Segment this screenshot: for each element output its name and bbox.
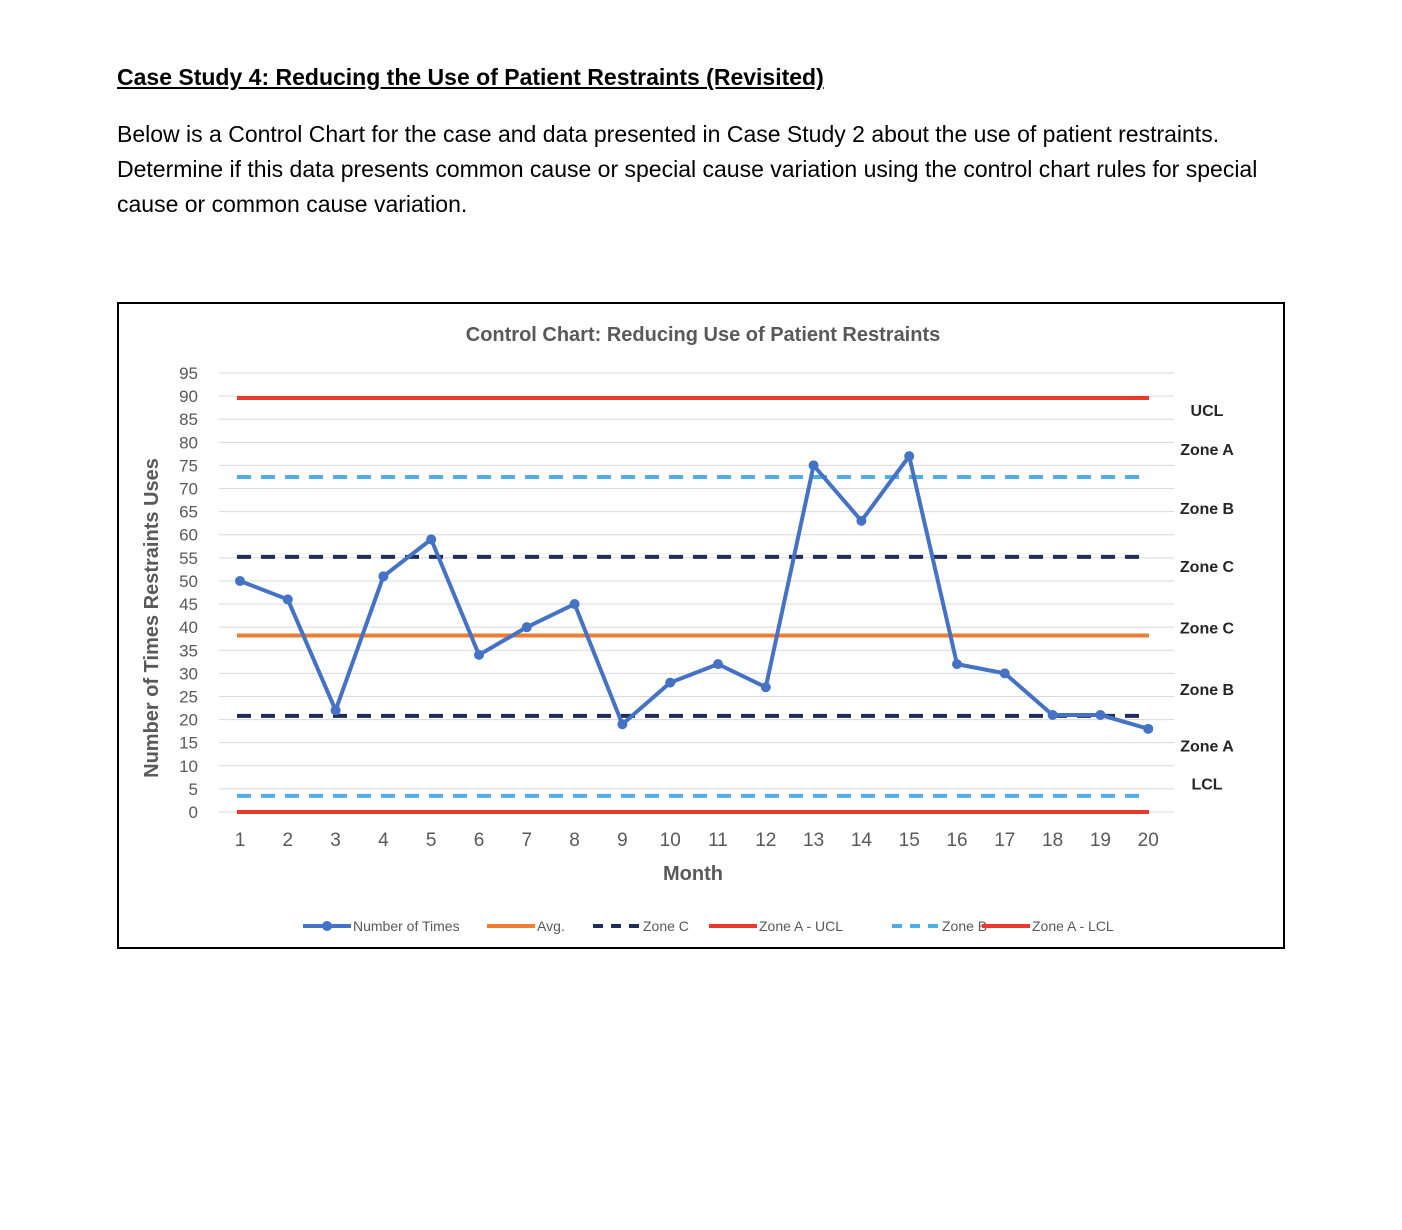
data-point <box>1000 668 1010 678</box>
data-point <box>952 659 962 669</box>
data-point <box>761 682 771 692</box>
y-tick-label: 5 <box>188 779 198 799</box>
x-axis-label: Month <box>663 863 723 885</box>
zone-annotation: UCL <box>1190 402 1224 420</box>
instructions-paragraph: Below is a Control Chart for the case and data presented in Case Study 2 about the use of patient restraints. Determine if this data presents common cause or special cause variation using the control chart rules for special cause or common cause variation. <box>117 121 1258 217</box>
zone-annotation: Zone B <box>1179 682 1235 700</box>
data-point <box>713 659 723 669</box>
y-tick-label: 80 <box>179 433 198 453</box>
x-tick-label: 15 <box>898 830 920 851</box>
x-tick-label: 7 <box>521 830 533 851</box>
control-chart <box>117 302 1285 949</box>
y-tick-label: 95 <box>179 364 198 383</box>
data-point <box>1048 710 1058 720</box>
y-tick-label: 60 <box>179 525 198 545</box>
data-point <box>1095 710 1105 720</box>
x-tick-label: 2 <box>282 830 294 851</box>
data-point <box>665 678 675 688</box>
data-point <box>474 650 484 660</box>
y-axis-label: Number of Times Restraints Uses <box>141 458 163 778</box>
y-tick-label: 75 <box>179 456 198 476</box>
zone-annotation: Zone C <box>1179 559 1235 577</box>
x-tick-label: 8 <box>569 830 580 851</box>
data-point <box>331 705 341 715</box>
x-tick-label: 14 <box>850 830 872 851</box>
y-tick-label: 40 <box>179 618 198 638</box>
x-tick-label: 18 <box>1042 830 1064 851</box>
data-point <box>378 571 388 581</box>
y-tick-label: 85 <box>179 410 198 430</box>
zone-annotation: Zone A <box>1180 738 1234 756</box>
y-tick-label: 30 <box>179 664 198 684</box>
x-tick-label: 5 <box>425 830 437 851</box>
zone-annotation: Zone A <box>1180 442 1234 460</box>
data-point <box>570 599 580 609</box>
y-tick-label: 35 <box>179 641 198 661</box>
y-tick-label: 55 <box>179 548 198 568</box>
y-tick-label: 90 <box>179 387 198 407</box>
data-point <box>426 534 436 544</box>
control-chart-svg <box>119 304 1283 947</box>
y-tick-label: 70 <box>179 479 198 499</box>
data-point <box>809 460 819 470</box>
x-tick-label: 12 <box>755 830 777 851</box>
legend-label: Zone A - LCL <box>1032 918 1114 934</box>
x-tick-label: 10 <box>659 830 681 851</box>
y-tick-label: 50 <box>179 571 198 591</box>
y-tick-label: 25 <box>179 687 198 707</box>
data-point <box>283 594 293 604</box>
series-line <box>240 456 1148 729</box>
x-tick-label: 20 <box>1137 830 1159 851</box>
zone-annotation: LCL <box>1191 776 1223 794</box>
legend-label: Avg. <box>537 918 565 934</box>
legend-marker <box>322 921 332 931</box>
zone-annotation: Zone C <box>1179 620 1235 638</box>
x-tick-label: 13 <box>803 830 825 851</box>
x-tick-label: 19 <box>1089 830 1111 851</box>
legend-label: Zone C <box>643 918 689 934</box>
legend-label: Zone B <box>942 918 988 934</box>
y-tick-label: 45 <box>179 595 198 615</box>
x-tick-label: 11 <box>708 830 728 851</box>
data-point <box>617 719 627 729</box>
legend-label: Zone A - UCL <box>759 918 844 934</box>
page-title: Case Study 4: Reducing the Use of Patient Restraints (Revisited) <box>117 64 824 90</box>
x-tick-label: 4 <box>378 830 389 851</box>
chart-title: Control Chart: Reducing Use of Patient Restraints <box>465 324 941 346</box>
y-tick-label: 0 <box>188 803 198 822</box>
x-tick-label: 6 <box>473 830 485 851</box>
x-tick-label: 9 <box>617 830 628 851</box>
x-tick-label: 3 <box>330 830 341 851</box>
data-point <box>904 451 914 461</box>
x-tick-label: 1 <box>234 830 246 851</box>
x-tick-label: 17 <box>994 830 1016 851</box>
zone-annotation: Zone B <box>1179 500 1235 518</box>
data-point <box>522 622 532 632</box>
y-tick-label: 10 <box>179 756 198 776</box>
y-tick-label: 15 <box>179 733 198 753</box>
x-tick-label: 16 <box>946 830 968 851</box>
y-tick-label: 20 <box>179 710 198 730</box>
legend-label: Number of Times <box>353 918 460 934</box>
data-point <box>1143 724 1153 734</box>
data-point <box>856 516 866 526</box>
y-tick-label: 65 <box>179 502 198 522</box>
data-point <box>235 576 245 586</box>
